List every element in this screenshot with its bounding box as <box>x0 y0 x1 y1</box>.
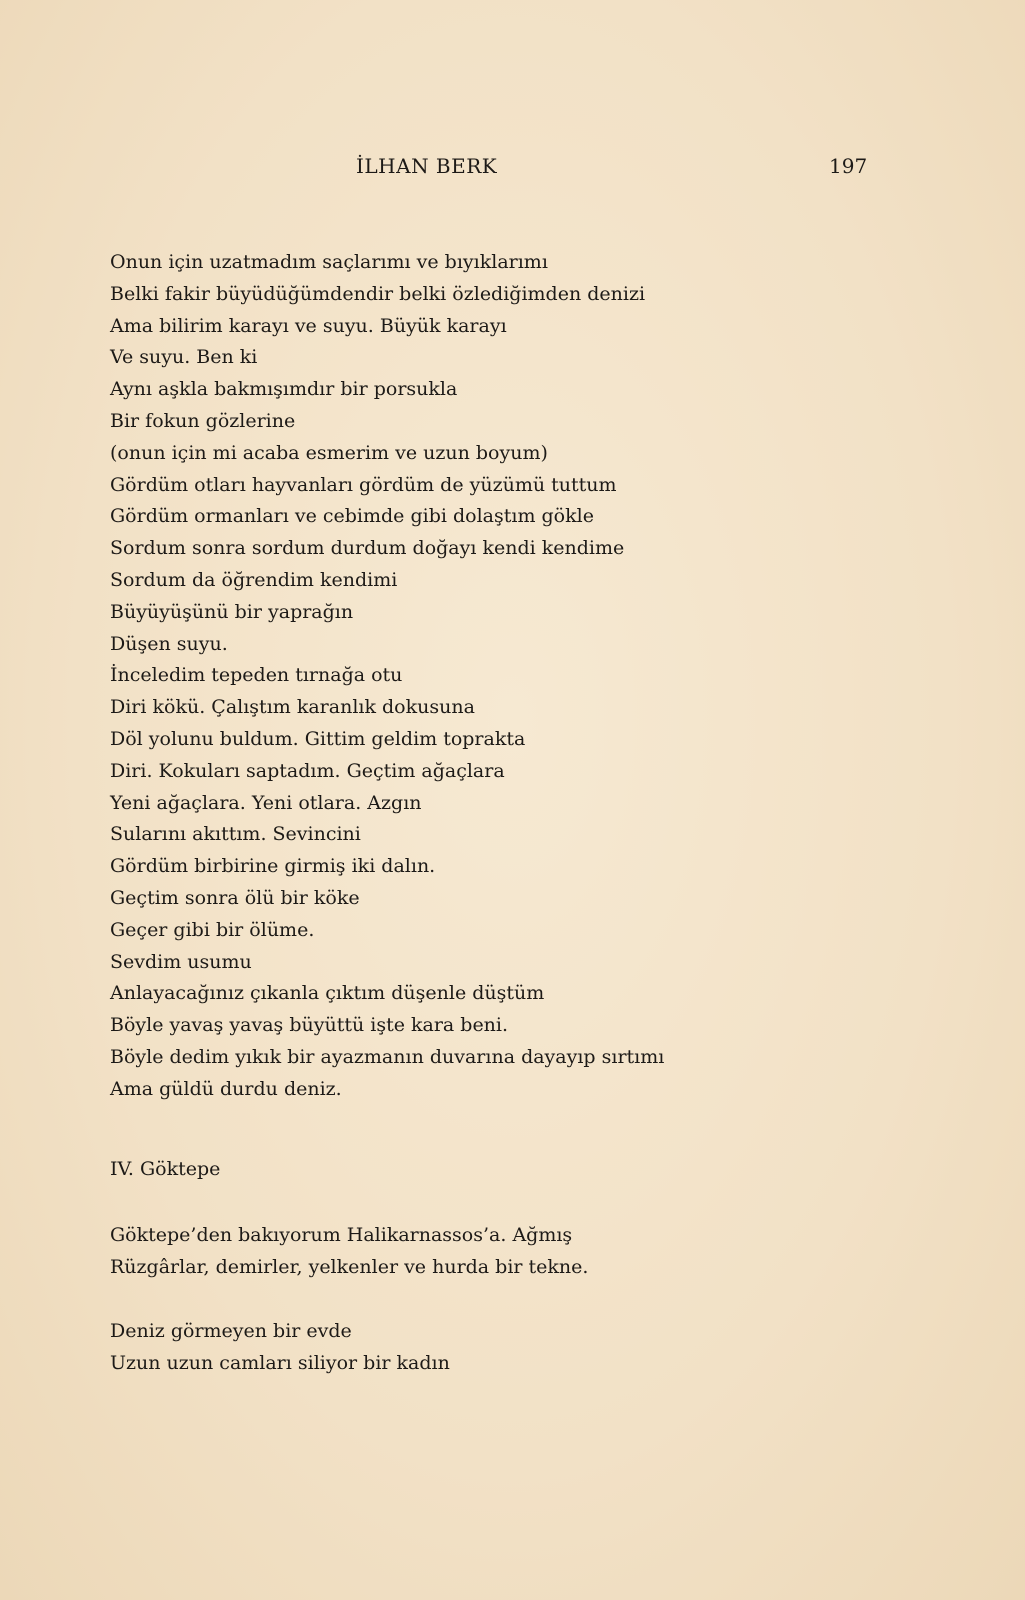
running-header-author: İLHAN BERK <box>356 154 498 178</box>
poem-line: Belki fakir büyüdüğümdendir belki özlediğimden denizi <box>110 282 646 305</box>
poem-line: Sularını akıttım. Sevincini <box>110 823 361 846</box>
poem-line: Düşen suyu. <box>110 632 228 655</box>
poem-line: Geçtim sonra ölü bir köke <box>110 886 360 909</box>
poem-line: Onun için uzatmadım saçlarımı ve bıyıklarımı <box>110 251 548 273</box>
section-title-iv: IV. Göktepe <box>110 1158 221 1180</box>
poem-line: Döl yolunu buldum. Gittim geldim toprakta <box>110 727 526 750</box>
poem-line: Gördüm ormanları ve cebimde gibi dolaştım gökle <box>110 505 594 528</box>
poem-line: Ama güldü durdu deniz. <box>110 1077 342 1100</box>
poem-line: Diri kökü. Çalıştım karanlık dokusuna <box>110 696 475 719</box>
poem-line: Aynı aşkla bakmışımdır bir porsukla <box>110 378 458 401</box>
poem-line: Büyüyüşünü bir yaprağın <box>110 600 354 623</box>
poem-line: Sordum da öğrendim kendimi <box>110 568 398 591</box>
poem-line: Böyle dedim yıkık bir ayazmanın duvarına dayayıp sırtımı <box>110 1045 665 1068</box>
poem-line: (onun için mi acaba esmerim ve uzun boyum) <box>110 441 548 464</box>
stanza-2 <box>110 1315 450 1379</box>
poem-line: İnceledim tepeden tırnağa otu <box>110 664 403 687</box>
poem-line: Göktepe’den bakıyorum Halikarnassos’a. Ağmış <box>110 1224 573 1246</box>
poem-line: Gördüm otları hayvanları gördüm de yüzümü tuttum <box>110 473 617 496</box>
poem-line: Sevdim usumu <box>110 950 252 973</box>
poem-line: Geçer gibi bir ölüme. <box>110 918 315 941</box>
poem-line: Deniz görmeyen bir evde <box>110 1320 352 1342</box>
stanza-1 <box>110 1219 588 1283</box>
poem-line: Anlayacağınız çıkanla çıktım düşenle düştüm <box>110 982 545 1005</box>
poem-line: Bir fokun gözlerine <box>110 409 296 432</box>
page-number: 197 <box>829 154 868 178</box>
poem-line: Ve suyu. Ben ki <box>110 346 258 369</box>
poem-section-iii <box>110 247 970 1106</box>
poem-line: Yeni ağaçlara. Yeni otlara. Azgın <box>110 791 422 814</box>
poem-line: Böyle yavaş yavaş büyüttü işte kara beni. <box>110 1014 509 1037</box>
poem-line: Rüzgârlar, demirler, yelkenler ve hurda bir tekne. <box>110 1256 589 1278</box>
poem-line: Gördüm birbirine girmiş iki dalın. <box>110 855 436 878</box>
poem-line: Sordum sonra sordum durdum doğayı kendi kendime <box>110 537 625 560</box>
poem-line: Uzun uzun camları siliyor bir kadın <box>110 1352 450 1374</box>
poem-line: Ama bilirim karayı ve suyu. Büyük karayı <box>110 314 507 337</box>
poem-line: Diri. Kokuları saptadım. Geçtim ağaçlara <box>110 759 505 782</box>
